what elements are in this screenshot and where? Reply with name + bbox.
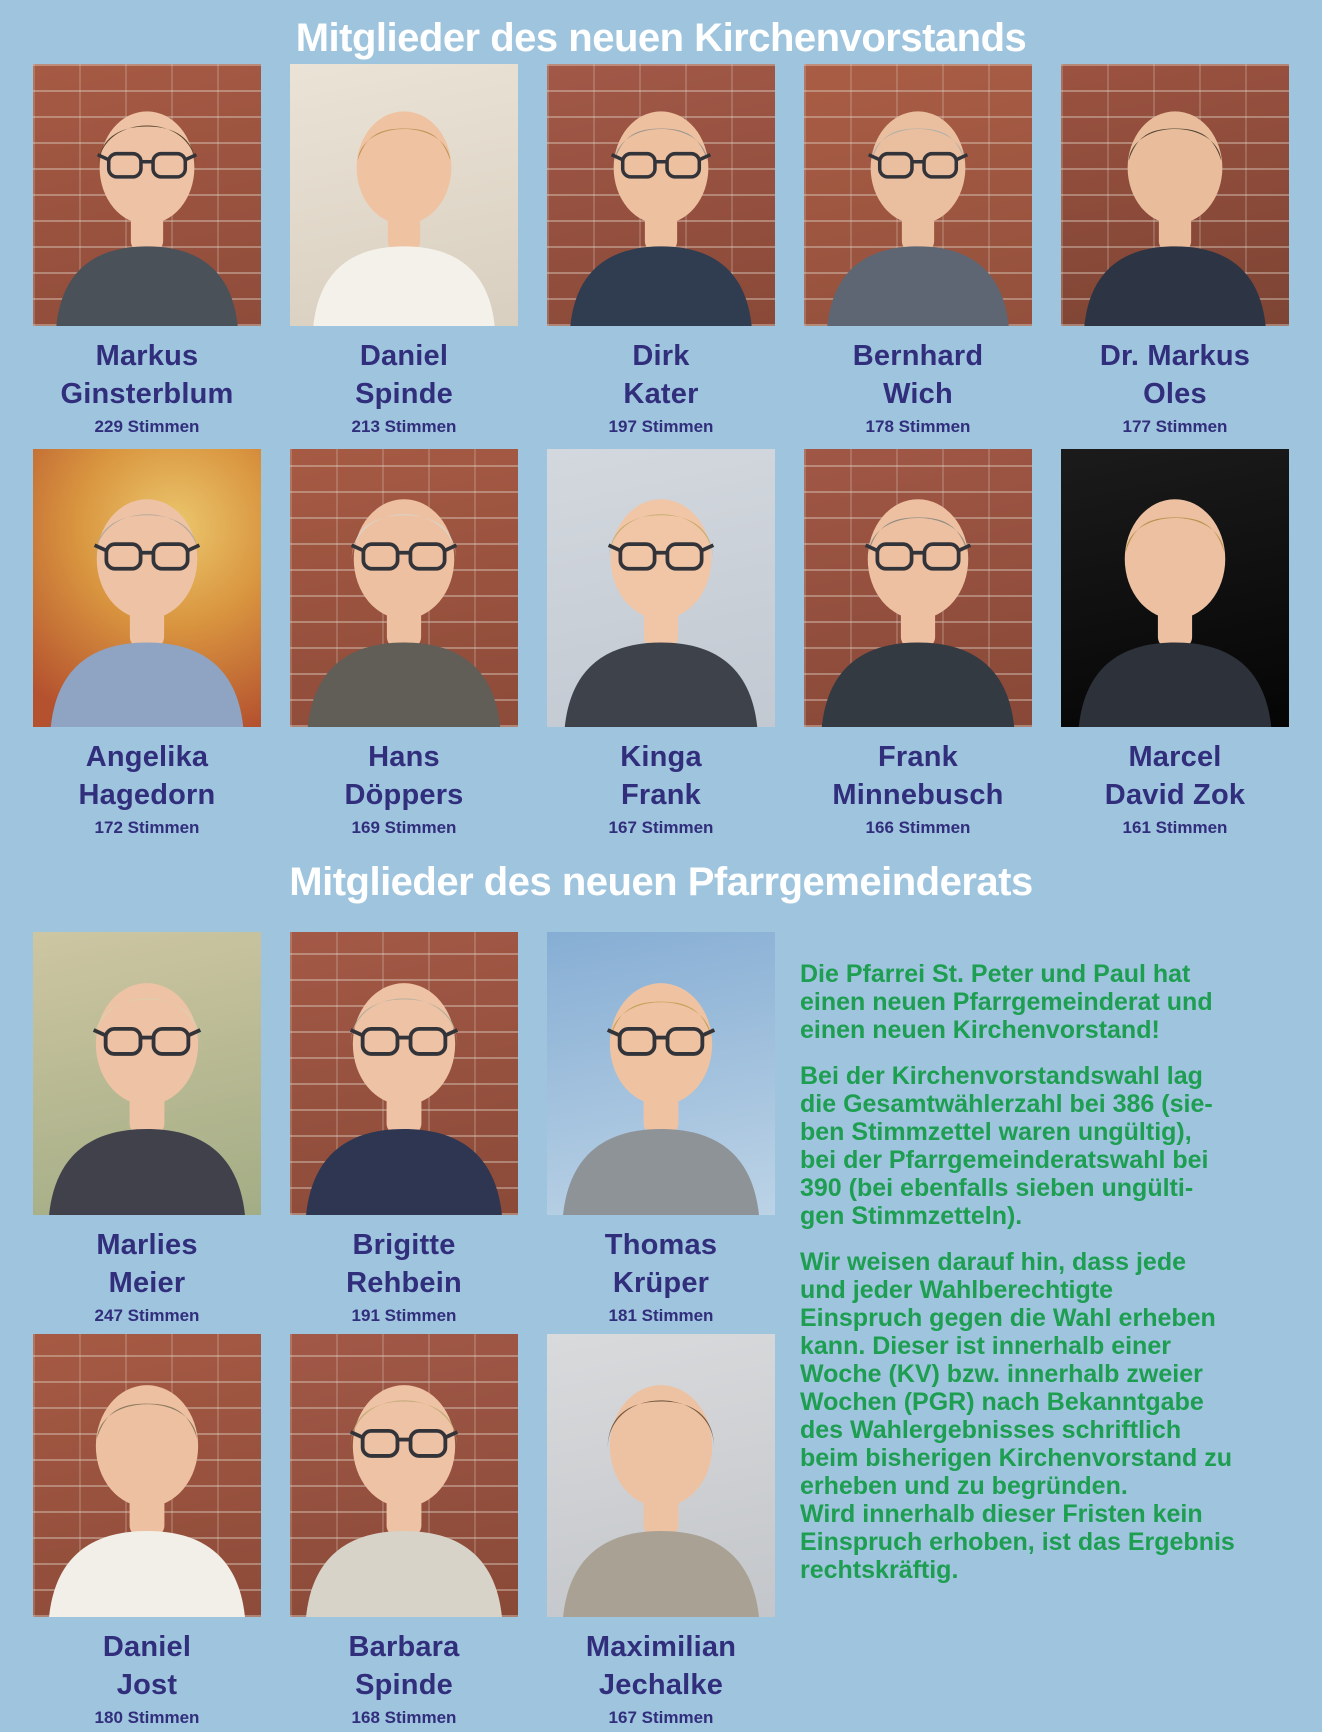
member-card — [804, 64, 1032, 437]
member-name — [290, 1628, 518, 1704]
member-photo — [290, 1334, 518, 1617]
info-line: ben Stimmzettel waren ungültig), — [800, 1118, 1192, 1146]
info-paragraph — [800, 1062, 1308, 1230]
person-silhouette — [547, 932, 775, 1215]
member-card — [33, 1334, 261, 1728]
member-name-line2: Döppers — [344, 779, 464, 811]
member-photo — [804, 449, 1032, 727]
member-votes: 191 Stimmen — [351, 1306, 457, 1325]
member-card — [290, 449, 518, 838]
member-votes: 229 Stimmen — [94, 417, 200, 436]
member-photo — [290, 449, 518, 727]
member-photo — [33, 1334, 261, 1617]
member-name-line1: Marcel — [1128, 741, 1222, 773]
member-name-line2: Spinde — [355, 1669, 453, 1701]
pfarrgemeinderat-title: Mitglieder des neuen Pfarrgemeinderats — [289, 860, 1033, 904]
member-votes: 213 Stimmen — [351, 417, 457, 436]
member-name-line1: Dr. Markus — [1099, 340, 1251, 372]
member-name-line1: Barbara — [348, 1631, 460, 1663]
member-name-line2: Oles — [1143, 378, 1207, 410]
person-silhouette — [290, 449, 518, 727]
member-name-line2: Ginsterblum — [60, 378, 234, 410]
member-votes: 167 Stimmen — [608, 818, 714, 837]
member-votes: 197 Stimmen — [608, 417, 714, 436]
member-name — [33, 337, 261, 413]
member-name — [547, 1226, 775, 1302]
info-line: Einspruch erhoben, ist das Ergebnis — [800, 1528, 1235, 1556]
pfarrgemeinderat-section — [33, 932, 1289, 1728]
member-photo — [547, 64, 775, 326]
member-votes: 168 Stimmen — [351, 1708, 457, 1727]
member-name-line2: Kater — [623, 378, 699, 410]
member-name — [1061, 337, 1289, 413]
member-votes: 180 Stimmen — [94, 1708, 200, 1727]
member-card — [33, 64, 261, 437]
member-name-line2: Hagedorn — [78, 779, 216, 811]
member-name — [290, 337, 518, 413]
info-line: die Gesamtwählerzahl bei 386 (sie- — [800, 1090, 1213, 1118]
member-name — [547, 337, 775, 413]
member-name-line2: Rehbein — [346, 1267, 462, 1299]
member-name — [547, 738, 775, 814]
member-votes: 177 Stimmen — [1122, 417, 1228, 436]
person-silhouette — [290, 1334, 518, 1617]
member-name-line1: Thomas — [604, 1229, 718, 1261]
member-name-line2: Krüper — [612, 1267, 710, 1299]
member-votes: 166 Stimmen — [865, 818, 971, 837]
member-name-line2: Jechalke — [598, 1669, 724, 1701]
info-line: bei der Pfarrgemeinderatswahl bei — [800, 1146, 1209, 1174]
member-name-line1: Maximilian — [585, 1631, 737, 1663]
member-name-line2: Jost — [116, 1669, 178, 1701]
member-photo — [33, 64, 261, 326]
member-name-line2: Wich — [883, 378, 953, 410]
member-name-line1: Angelika — [85, 741, 209, 773]
member-name-line2: David Zok — [1104, 779, 1246, 811]
info-paragraph — [800, 960, 1308, 1044]
kirchenvorstand-row-1 — [33, 64, 1289, 437]
member-name-line1: Daniel — [359, 340, 449, 372]
person-silhouette — [33, 64, 261, 326]
member-name — [804, 337, 1032, 413]
member-photo — [33, 932, 261, 1215]
member-votes: 247 Stimmen — [94, 1306, 200, 1325]
info-line: Die Pfarrei St. Peter und Paul hat — [800, 960, 1191, 988]
member-name — [547, 1628, 775, 1704]
member-photo — [547, 932, 775, 1215]
member-name-line1: Daniel — [102, 1631, 192, 1663]
person-silhouette — [804, 449, 1032, 727]
member-card — [1061, 64, 1289, 437]
person-silhouette — [33, 1334, 261, 1617]
member-name-line1: Brigitte — [352, 1229, 456, 1261]
member-card — [804, 449, 1032, 838]
member-votes: 167 Stimmen — [608, 1708, 714, 1727]
member-photo — [547, 449, 775, 727]
member-card — [547, 449, 775, 838]
member-photo — [1061, 64, 1289, 326]
member-name-line1: Kinga — [620, 741, 702, 773]
info-paragraph — [800, 1248, 1308, 1584]
member-photo — [1061, 449, 1289, 727]
member-name — [33, 1628, 261, 1704]
member-card — [290, 1334, 518, 1728]
member-name-line1: Hans — [368, 741, 440, 773]
info-line: kann. Dieser ist innerhalb einer — [800, 1332, 1171, 1360]
election-info-text — [800, 960, 1308, 1602]
person-silhouette — [547, 449, 775, 727]
member-votes: 161 Stimmen — [1122, 818, 1228, 837]
member-votes: 172 Stimmen — [94, 818, 200, 837]
info-line: gen Stimmzetteln). — [800, 1202, 1023, 1230]
info-line: und jeder Wahlberechtigte — [800, 1276, 1114, 1304]
member-votes: 178 Stimmen — [865, 417, 971, 436]
info-line: einen neuen Kirchenvorstand! — [800, 1016, 1160, 1044]
person-silhouette — [547, 1334, 775, 1617]
member-name-line1: Marlies — [96, 1229, 198, 1261]
info-line: Wird innerhalb dieser Fristen kein — [800, 1500, 1203, 1528]
member-name-line2: Frank — [621, 779, 701, 811]
person-silhouette — [33, 932, 261, 1215]
member-name-line1: Dirk — [632, 340, 690, 372]
member-name — [290, 738, 518, 814]
info-line: 390 (bei ebenfalls sieben ungülti- — [800, 1174, 1194, 1202]
member-name-line1: Bernhard — [852, 340, 984, 372]
member-name-line1: Markus — [95, 340, 199, 372]
info-line: Wir weisen darauf hin, dass jede — [800, 1248, 1186, 1276]
info-line: Woche (KV) bzw. innerhalb zweier — [800, 1360, 1203, 1388]
member-photo — [804, 64, 1032, 326]
info-line: Bei der Kirchenvorstandswahl lag — [800, 1062, 1203, 1090]
info-line: Einspruch gegen die Wahl erheben — [800, 1304, 1216, 1332]
kirchenvorstand-row-2 — [33, 449, 1289, 838]
member-name — [1061, 738, 1289, 814]
member-card — [547, 932, 775, 1326]
member-name-line1: Frank — [878, 741, 958, 773]
info-line: erheben und zu begründen. — [800, 1472, 1128, 1500]
member-photo — [290, 64, 518, 326]
member-photo — [547, 1334, 775, 1617]
member-card — [290, 64, 518, 437]
info-line: des Wahlergebnisses schriftlich — [800, 1416, 1182, 1444]
member-card — [547, 64, 775, 437]
member-votes: 169 Stimmen — [351, 818, 457, 837]
info-line: rechtskräftig. — [800, 1556, 959, 1584]
member-name-line2: Minnebusch — [832, 779, 1004, 811]
person-silhouette — [547, 64, 775, 326]
info-line: beim bisherigen Kirchenvorstand zu — [800, 1444, 1233, 1472]
person-silhouette — [33, 449, 261, 727]
person-silhouette — [804, 64, 1032, 326]
info-line: einen neuen Pfarrgemeinderat und — [800, 988, 1213, 1016]
member-name — [33, 738, 261, 814]
member-card — [33, 932, 261, 1326]
info-line: Wochen (PGR) nach Bekanntgabe — [800, 1388, 1204, 1416]
member-name — [290, 1226, 518, 1302]
member-name-line2: Meier — [108, 1267, 186, 1299]
person-silhouette — [290, 64, 518, 326]
member-name — [33, 1226, 261, 1302]
person-silhouette — [1061, 64, 1289, 326]
member-name — [804, 738, 1032, 814]
member-votes: 181 Stimmen — [608, 1306, 714, 1325]
person-silhouette — [290, 932, 518, 1215]
member-name-line2: Spinde — [355, 378, 453, 410]
person-silhouette — [1061, 449, 1289, 727]
member-card — [1061, 449, 1289, 838]
member-card — [290, 932, 518, 1326]
member-photo — [290, 932, 518, 1215]
member-photo — [33, 449, 261, 727]
member-card — [547, 1334, 775, 1728]
kirchenvorstand-title: Mitglieder des neuen Kirchenvorstands — [295, 16, 1027, 60]
member-card — [33, 449, 261, 838]
